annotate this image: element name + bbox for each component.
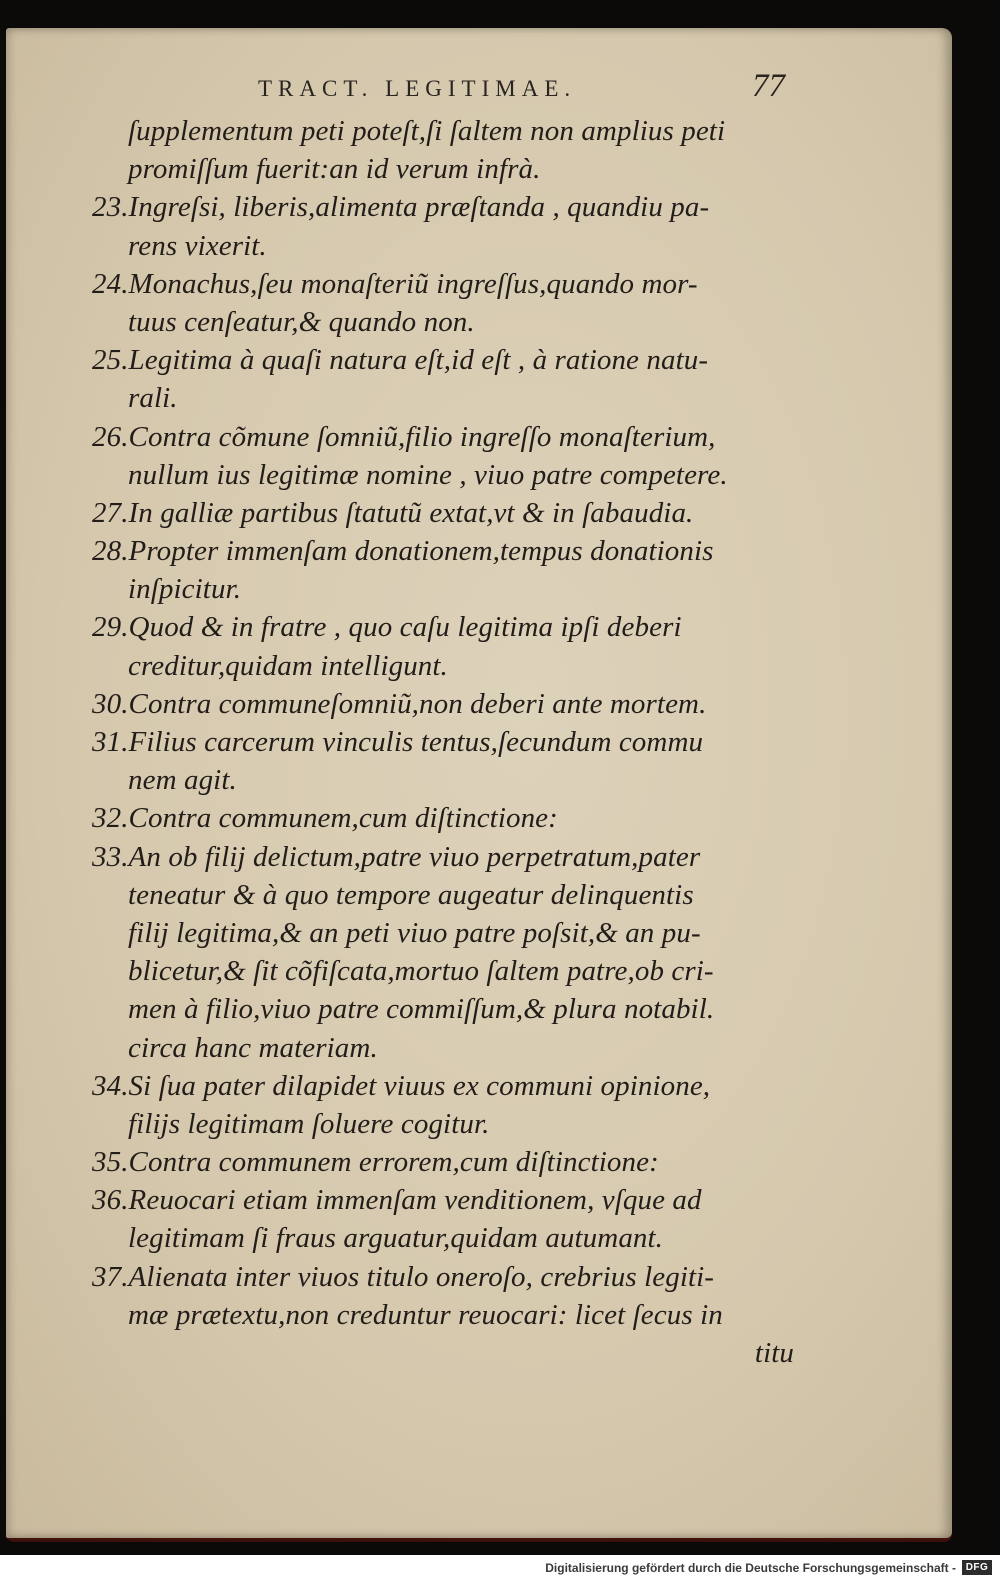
page-number: 77	[752, 68, 785, 104]
text-line: nullum ius legitimæ nomine , viuo patre competere.	[128, 458, 728, 491]
text-line: rens vixerit.	[128, 229, 267, 262]
text-line: 34.Si ſua pater dilapidet viuus ex communi opinione,	[92, 1069, 711, 1102]
running-title: TRACT. LEGITIMAE.	[258, 76, 577, 101]
text-line: rali.	[128, 382, 178, 415]
text-line: 27.In galliæ partibus ſtatutũ extat,vt & in ſabaudia.	[92, 496, 694, 529]
catchword: titu	[754, 1337, 794, 1369]
text-line: men à filio,viuo patre commiſſum,& plura notabil.	[128, 993, 715, 1026]
text-line: 24.Monachus,ſeu monaſteriũ ingreſſus,quando mor-	[92, 267, 698, 300]
text-line: 35.Contra communem errorem,cum diſtinctione:	[92, 1146, 659, 1179]
text-line: 32.Contra communem,cum diſtinctione:	[92, 802, 558, 835]
text-line: promiſſum fuerit:an id verum infrà.	[128, 153, 541, 186]
text-line: 28.Propter immenſam donationem,tempus donationis	[92, 535, 714, 568]
text-line: blicetur,& ſit cõfiſcata,mortuo ſaltem patre,ob cri-	[128, 955, 714, 988]
text-line: tuus cenſeatur,& quando non.	[128, 305, 475, 338]
footer-bar	[0, 1555, 1000, 1582]
text-line: 36.Reuocari etiam immenſam venditionem, vſque ad	[92, 1184, 702, 1217]
text-line: filij legitima,& an peti viuo patre poſsit,& an pu-	[128, 916, 701, 949]
text-line: 30.Contra communeſomniũ,non deberi ante mortem.	[92, 687, 707, 720]
text-line: circa hanc materiam.	[128, 1031, 378, 1064]
text-line: ſupplementum peti poteſt,ſi ſaltem non amplius peti	[128, 115, 726, 147]
page-header	[0, 68, 1000, 112]
text-line: creditur,quidam intelligunt.	[128, 649, 448, 682]
text-line: 29.Quod & in fratre , quo caſu legitima ipſi deberi	[92, 611, 682, 644]
page-body	[92, 112, 812, 1372]
text-line: 23.Ingreſsi, liberis,alimenta præſtanda , quandiu pa-	[92, 191, 710, 224]
text-line: mæ prætextu,non creduntur reuocari: licet ſecus in	[128, 1298, 723, 1331]
text-line: teneatur & à quo tempore augeatur delinquentis	[128, 878, 694, 911]
text-line: 31.Filius carcerum vinculis tentus,ſecundum commu	[92, 726, 704, 758]
dfg-logo: DFG	[962, 1560, 992, 1575]
text-line: 26.Contra cõmune ſomniũ,filio ingreſſo monaſterium,	[92, 420, 716, 453]
funding-credit: Digitalisierung gefördert durch die Deutsche Forschungsgemeinschaft -	[545, 1561, 956, 1575]
text-line: inſpicitur.	[128, 573, 242, 606]
text-line: 25.Legitima à quaſi natura eſt,id eſt , à ratione natu-	[92, 344, 709, 377]
text-line: nem agit.	[128, 764, 237, 797]
text-line: legitimam ſi fraus arguatur,quidam autumant.	[128, 1222, 664, 1255]
text-line: 33.An ob filij delictum,patre viuo perpetratum,pater	[92, 840, 701, 873]
text-line: filijs legitimam ſoluere cogitur.	[128, 1107, 490, 1140]
text-line: 37.Alienata inter viuos titulo oneroſo, crebrius legiti-	[92, 1260, 715, 1293]
